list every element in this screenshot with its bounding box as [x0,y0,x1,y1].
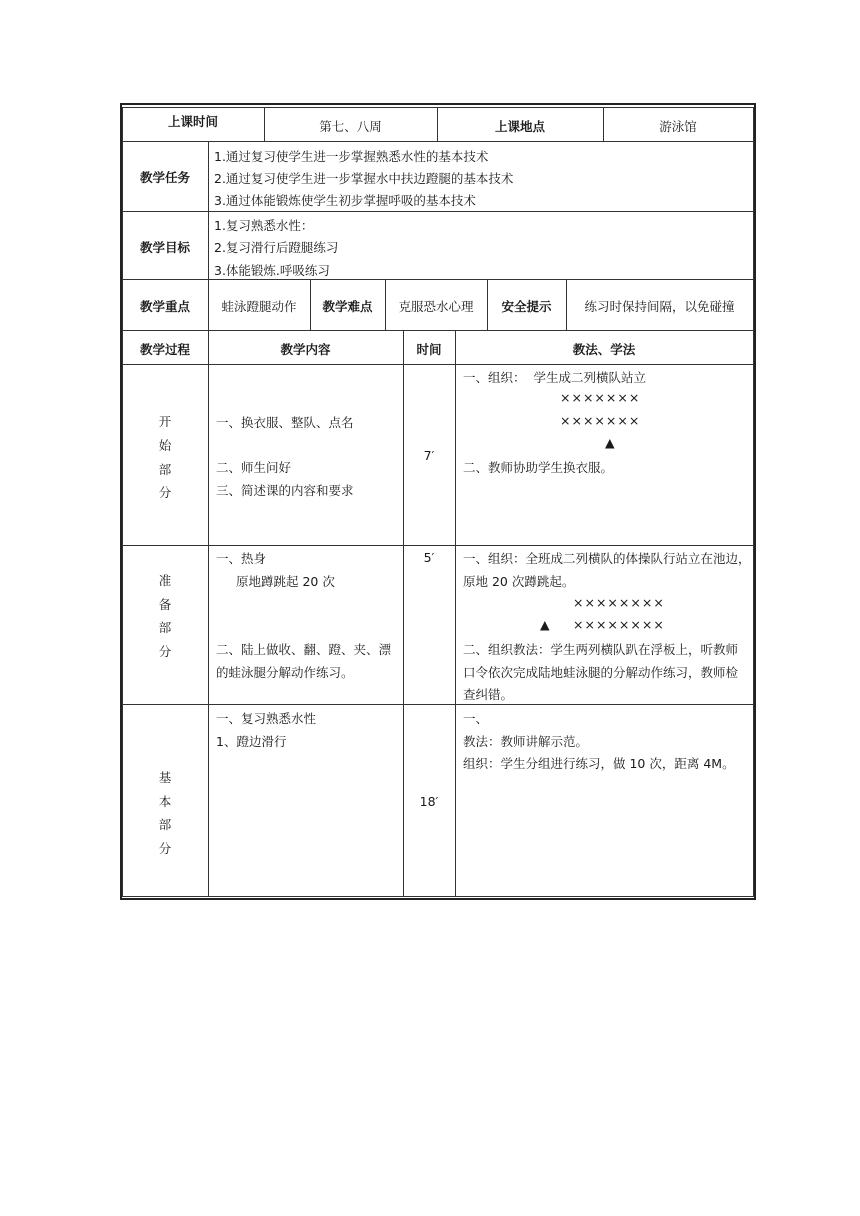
section-name-char: 备 [158,597,172,612]
task-item-3: 3.通过体能锻炼使学生初步掌握呼吸的基本技术 [214,193,476,208]
task-item-1: 1.通过复习使学生进一步掌握熟悉水性的基本技术 [214,149,489,164]
goal-item-1: 1.复习熟悉水性： [214,218,314,233]
col-time: 时间 [416,342,442,357]
place-value: 游泳馆 [659,119,697,134]
time-value: 第七、八周 [319,119,382,134]
place-label: 上课地点 [494,119,545,134]
content-line: 一、复习熟悉水性 [216,711,317,726]
section-name-char: 分 [158,841,172,856]
safety-value: 练习时保持间隔，以免碰撞 [584,299,735,314]
col-method: 教法、学法 [572,342,636,357]
content-line: 二、师生问好 [216,460,292,475]
time-cell: 18′ [419,794,439,809]
content-line: 一、换衣服、整队、点名 [216,415,354,430]
method-line: 查纠错。 [463,687,514,702]
section-name-char: 分 [158,485,172,500]
time-label: 上课时间 [167,114,218,129]
method-line: 一、组织：全班成二列横队的体操队行站立在池边， [463,551,751,566]
section-name-char: 开 [158,414,172,429]
content-line: 三、简述课的内容和要求 [216,483,354,498]
content-line: 原地蹲跳起 20 次 [236,574,335,589]
section-name-char: 基 [158,770,172,785]
tasks-label: 教学任务 [139,170,190,185]
method-line: 二、教师协助学生换衣服。 [463,460,614,475]
method-line: 教法：教师讲解示范。 [463,734,589,749]
method-line: 口令依次完成陆地蛙泳腿的分解动作练习，教师检 [463,665,739,680]
method-line: 组织：学生分组进行练习，做 10 次，距离 4M。 [463,756,735,771]
time-cell: 7′ [423,448,435,463]
content-line: 1、蹬边滑行 [216,734,287,749]
formation-row: ××××××× [560,390,641,405]
section-name-char: 部 [158,620,172,635]
method-line: 一、 [463,711,489,726]
formation-row: ××××××× [560,413,641,428]
key-point-value: 蛙泳蹬腿动作 [221,299,297,314]
section-name-char: 部 [158,817,172,832]
section-name-char: 部 [158,462,172,477]
section-name-char: 分 [158,644,172,659]
formation-row: ×××××××× [573,595,665,610]
difficulty-value: 克服恐水心理 [398,299,474,314]
content-line: 二、陆上做收、翻、蹬、夹、漂 [216,642,392,657]
content-line: 一、热身 [216,551,267,566]
task-item-2: 2.通过复习使学生进一步掌握水中扶边蹬腿的基本技术 [214,171,514,186]
col-content: 教学内容 [280,342,331,357]
teacher-triangle-icon: ▲ [540,617,550,632]
formation-row: ×××××××× [573,617,665,632]
goal-item-3: 3.体能锻炼.呼吸练习 [214,263,330,278]
method-line: 原地 20 次蹲跳起。 [463,574,575,589]
section-name-char: 始 [158,438,172,453]
content-line: 的蛙泳腿分解动作练习。 [216,665,354,680]
method-line: 一、组织： 学生成二列横队站立 [463,370,646,385]
key-point-label: 教学重点 [139,299,190,314]
section-name-char: 准 [158,573,172,588]
difficulty-label: 教学难点 [322,299,373,314]
section-name-char: 本 [158,794,172,809]
method-line: 二、组织教法：学生两列横队趴在浮板上，听教师 [463,642,739,657]
safety-label: 安全提示 [501,299,552,314]
goals-label: 教学目标 [139,240,190,255]
teacher-triangle-icon: ▲ [605,435,615,450]
time-cell: 5′ [423,550,435,565]
goal-item-2: 2.复习滑行后蹬腿练习 [214,240,339,255]
col-process: 教学过程 [139,342,190,357]
